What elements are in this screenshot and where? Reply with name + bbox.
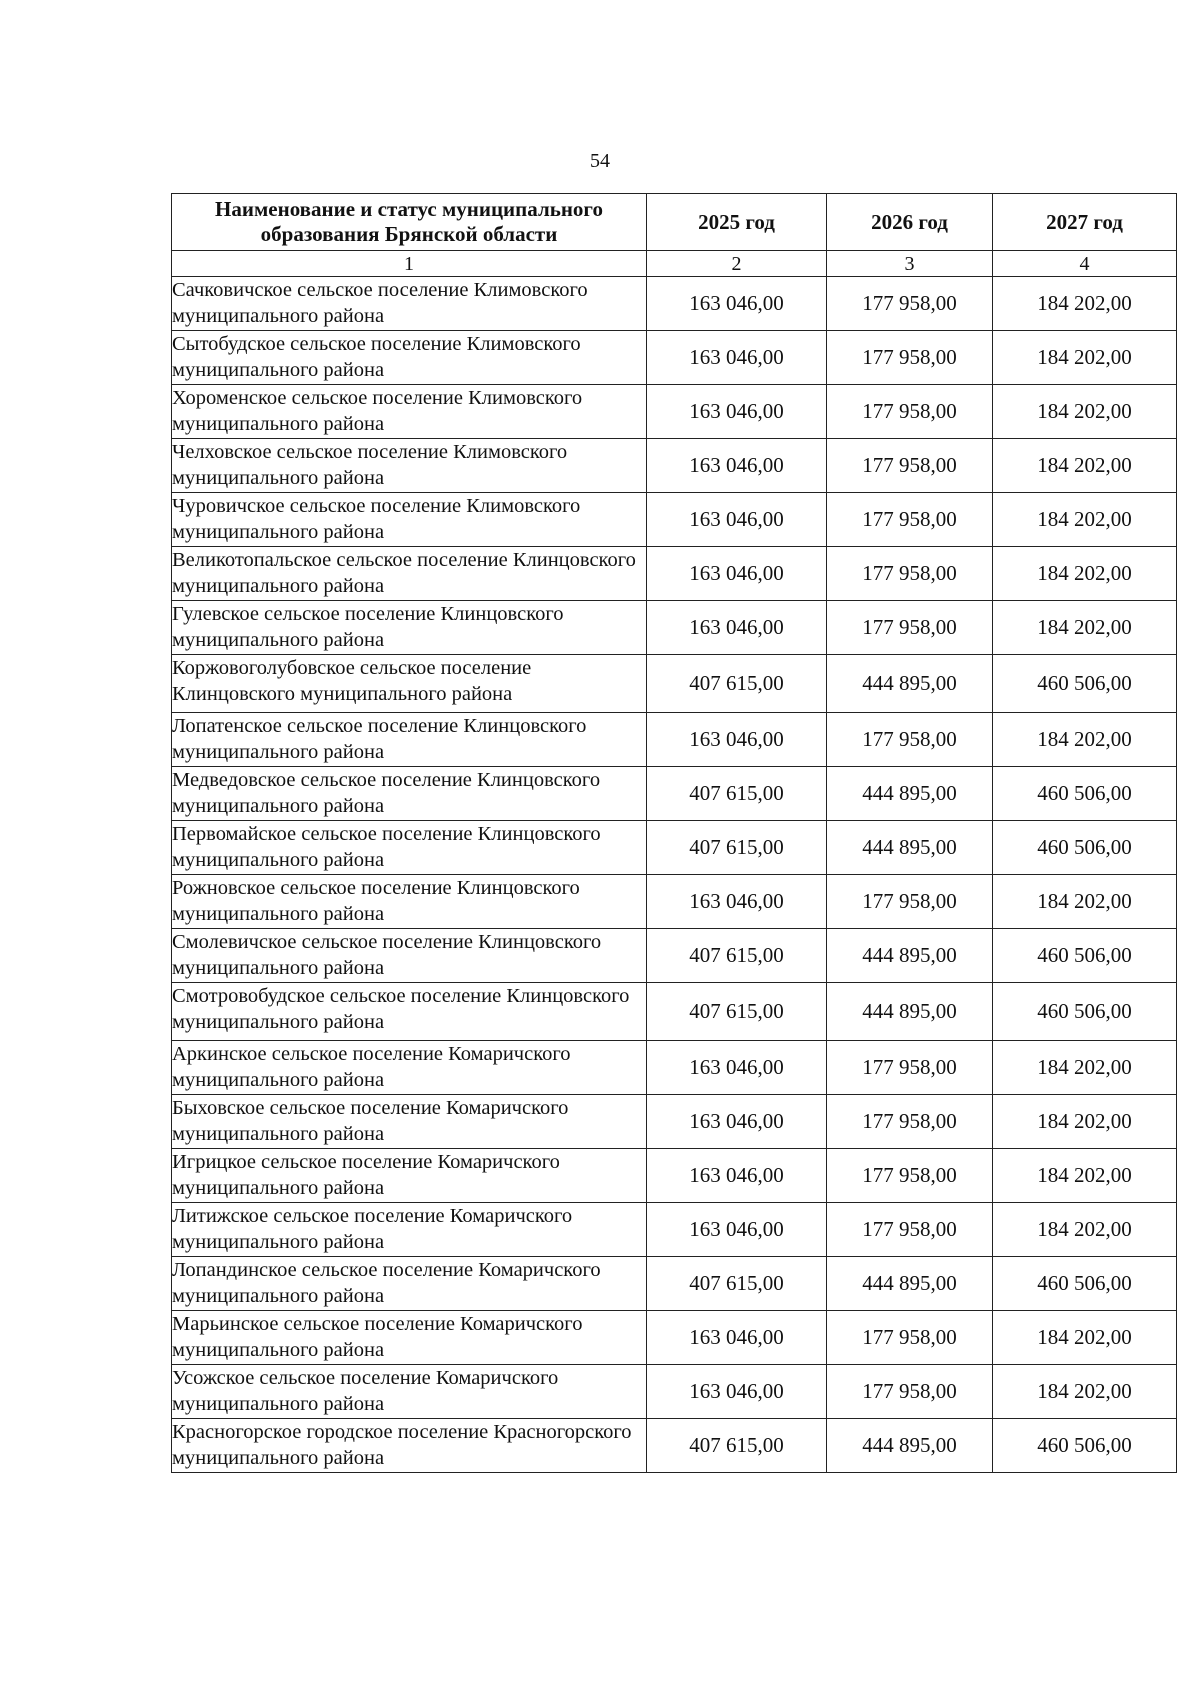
table-row bbox=[172, 547, 1177, 601]
amount-2025: 163 046,00 bbox=[647, 1365, 827, 1419]
amount-2026: 177 958,00 bbox=[827, 547, 993, 601]
amount-2027: 460 506,00 bbox=[993, 821, 1177, 875]
municipality-name: Челховское сельское поселение Климовского муниципального района bbox=[172, 439, 647, 493]
municipality-name: Хороменское сельское поселение Климовского муниципального района bbox=[172, 385, 647, 439]
amount-2025: 407 615,00 bbox=[647, 655, 827, 713]
amount-2025: 163 046,00 bbox=[647, 1203, 827, 1257]
table-row bbox=[172, 1041, 1177, 1095]
amount-2027: 184 202,00 bbox=[993, 1095, 1177, 1149]
municipality-name: Медведовское сельское поселение Клинцовского муниципального района bbox=[172, 767, 647, 821]
amount-2027: 184 202,00 bbox=[993, 1365, 1177, 1419]
municipality-name: Чуровичское сельское поселение Климовского муниципального района bbox=[172, 493, 647, 547]
table-row bbox=[172, 875, 1177, 929]
table-row bbox=[172, 601, 1177, 655]
amount-2027: 184 202,00 bbox=[993, 601, 1177, 655]
municipality-name: Литижское сельское поселение Комаричского муниципального района bbox=[172, 1203, 647, 1257]
amount-2027: 184 202,00 bbox=[993, 385, 1177, 439]
amount-2026: 444 895,00 bbox=[827, 983, 993, 1041]
table-row bbox=[172, 767, 1177, 821]
column-number: 2 bbox=[647, 251, 827, 277]
amount-2027: 460 506,00 bbox=[993, 767, 1177, 821]
amount-2026: 177 958,00 bbox=[827, 1149, 993, 1203]
municipality-name: Гулевское сельское поселение Клинцовского муниципального района bbox=[172, 601, 647, 655]
column-number-row bbox=[172, 251, 1177, 277]
amount-2025: 163 046,00 bbox=[647, 1095, 827, 1149]
header-2025: 2025 год bbox=[647, 194, 827, 251]
amount-2026: 444 895,00 bbox=[827, 767, 993, 821]
municipality-name: Смотровобудское сельское поселение Клинцовского муниципального района bbox=[172, 983, 647, 1041]
amount-2025: 407 615,00 bbox=[647, 767, 827, 821]
table-row bbox=[172, 983, 1177, 1041]
municipality-name: Смолевичское сельское поселение Клинцовского муниципального района bbox=[172, 929, 647, 983]
amount-2027: 184 202,00 bbox=[993, 1311, 1177, 1365]
amount-2025: 163 046,00 bbox=[647, 1041, 827, 1095]
municipality-name: Лопатенское сельское поселение Клинцовского муниципального района bbox=[172, 713, 647, 767]
table-row bbox=[172, 929, 1177, 983]
table-row bbox=[172, 1311, 1177, 1365]
amount-2025: 407 615,00 bbox=[647, 929, 827, 983]
table-row bbox=[172, 1203, 1177, 1257]
municipality-name: Аркинское сельское поселение Комаричского муниципального района bbox=[172, 1041, 647, 1095]
amount-2026: 177 958,00 bbox=[827, 385, 993, 439]
amount-2026: 177 958,00 bbox=[827, 875, 993, 929]
table-row bbox=[172, 331, 1177, 385]
municipality-name: Рожновское сельское поселение Клинцовского муниципального района bbox=[172, 875, 647, 929]
amount-2026: 444 895,00 bbox=[827, 1257, 993, 1311]
amount-2026: 177 958,00 bbox=[827, 1203, 993, 1257]
header-2026: 2026 год bbox=[827, 194, 993, 251]
municipality-name: Игрицкое сельское поселение Комаричского муниципального района bbox=[172, 1149, 647, 1203]
municipality-name: Быховское сельское поселение Комаричского муниципального района bbox=[172, 1095, 647, 1149]
amount-2026: 177 958,00 bbox=[827, 439, 993, 493]
amount-2027: 184 202,00 bbox=[993, 1203, 1177, 1257]
amount-2026: 177 958,00 bbox=[827, 493, 993, 547]
amount-2025: 407 615,00 bbox=[647, 1419, 827, 1473]
amount-2026: 444 895,00 bbox=[827, 821, 993, 875]
header-municipality: Наименование и статус муниципального образования Брянской области bbox=[172, 194, 647, 251]
amount-2025: 407 615,00 bbox=[647, 1257, 827, 1311]
amount-2027: 460 506,00 bbox=[993, 983, 1177, 1041]
amount-2026: 177 958,00 bbox=[827, 713, 993, 767]
amount-2027: 184 202,00 bbox=[993, 331, 1177, 385]
amount-2026: 177 958,00 bbox=[827, 1311, 993, 1365]
amount-2027: 460 506,00 bbox=[993, 1419, 1177, 1473]
amount-2025: 163 046,00 bbox=[647, 547, 827, 601]
budget-table bbox=[171, 193, 1177, 1473]
table-row bbox=[172, 1149, 1177, 1203]
amount-2025: 163 046,00 bbox=[647, 601, 827, 655]
amount-2026: 177 958,00 bbox=[827, 601, 993, 655]
table-row bbox=[172, 439, 1177, 493]
amount-2025: 163 046,00 bbox=[647, 1311, 827, 1365]
amount-2025: 163 046,00 bbox=[647, 439, 827, 493]
amount-2026: 444 895,00 bbox=[827, 655, 993, 713]
amount-2027: 460 506,00 bbox=[993, 1257, 1177, 1311]
amount-2025: 163 046,00 bbox=[647, 713, 827, 767]
amount-2027: 460 506,00 bbox=[993, 655, 1177, 713]
municipality-name: Первомайское сельское поселение Клинцовского муниципального района bbox=[172, 821, 647, 875]
amount-2026: 177 958,00 bbox=[827, 1365, 993, 1419]
amount-2026: 177 958,00 bbox=[827, 331, 993, 385]
table-header-row bbox=[172, 194, 1177, 251]
amount-2027: 460 506,00 bbox=[993, 929, 1177, 983]
municipality-name: Сытобудское сельское поселение Климовского муниципального района bbox=[172, 331, 647, 385]
table-row bbox=[172, 821, 1177, 875]
municipality-name: Сачковичское сельское поселение Климовского муниципального района bbox=[172, 277, 647, 331]
table-row bbox=[172, 1365, 1177, 1419]
table-row bbox=[172, 713, 1177, 767]
amount-2025: 407 615,00 bbox=[647, 821, 827, 875]
table-row bbox=[172, 1419, 1177, 1473]
amount-2026: 177 958,00 bbox=[827, 1095, 993, 1149]
amount-2027: 184 202,00 bbox=[993, 277, 1177, 331]
amount-2025: 163 046,00 bbox=[647, 493, 827, 547]
amount-2026: 177 958,00 bbox=[827, 1041, 993, 1095]
column-number: 3 bbox=[827, 251, 993, 277]
table-row bbox=[172, 1095, 1177, 1149]
amount-2026: 444 895,00 bbox=[827, 929, 993, 983]
municipality-name: Лопандинское сельское поселение Комаричского муниципального района bbox=[172, 1257, 647, 1311]
amount-2027: 184 202,00 bbox=[993, 875, 1177, 929]
amount-2025: 163 046,00 bbox=[647, 331, 827, 385]
column-number: 1 bbox=[172, 251, 647, 277]
table-row bbox=[172, 385, 1177, 439]
table-row bbox=[172, 493, 1177, 547]
amount-2025: 163 046,00 bbox=[647, 875, 827, 929]
amount-2025: 163 046,00 bbox=[647, 277, 827, 331]
amount-2025: 163 046,00 bbox=[647, 1149, 827, 1203]
amount-2027: 184 202,00 bbox=[993, 1041, 1177, 1095]
amount-2027: 184 202,00 bbox=[993, 439, 1177, 493]
header-2027: 2027 год bbox=[993, 194, 1177, 251]
amount-2026: 177 958,00 bbox=[827, 277, 993, 331]
municipality-name: Красногорское городское поселение Красногорского муниципального района bbox=[172, 1419, 647, 1473]
table-row bbox=[172, 1257, 1177, 1311]
table-row bbox=[172, 655, 1177, 713]
amount-2027: 184 202,00 bbox=[993, 713, 1177, 767]
municipality-name: Великотопальское сельское поселение Клинцовского муниципального района bbox=[172, 547, 647, 601]
amount-2027: 184 202,00 bbox=[993, 1149, 1177, 1203]
amount-2025: 163 046,00 bbox=[647, 385, 827, 439]
amount-2027: 184 202,00 bbox=[993, 547, 1177, 601]
table-body bbox=[172, 277, 1177, 1473]
column-number: 4 bbox=[993, 251, 1177, 277]
amount-2025: 407 615,00 bbox=[647, 983, 827, 1041]
municipality-name: Усожское сельское поселение Комаричского муниципального района bbox=[172, 1365, 647, 1419]
amount-2027: 184 202,00 bbox=[993, 493, 1177, 547]
table-row bbox=[172, 277, 1177, 331]
amount-2026: 444 895,00 bbox=[827, 1419, 993, 1473]
municipality-name: Коржовоголубовское сельское поселение Клинцовского муниципального района bbox=[172, 655, 647, 713]
municipality-name: Марьинское сельское поселение Комаричского муниципального района bbox=[172, 1311, 647, 1365]
page-number: 54 bbox=[590, 150, 610, 172]
